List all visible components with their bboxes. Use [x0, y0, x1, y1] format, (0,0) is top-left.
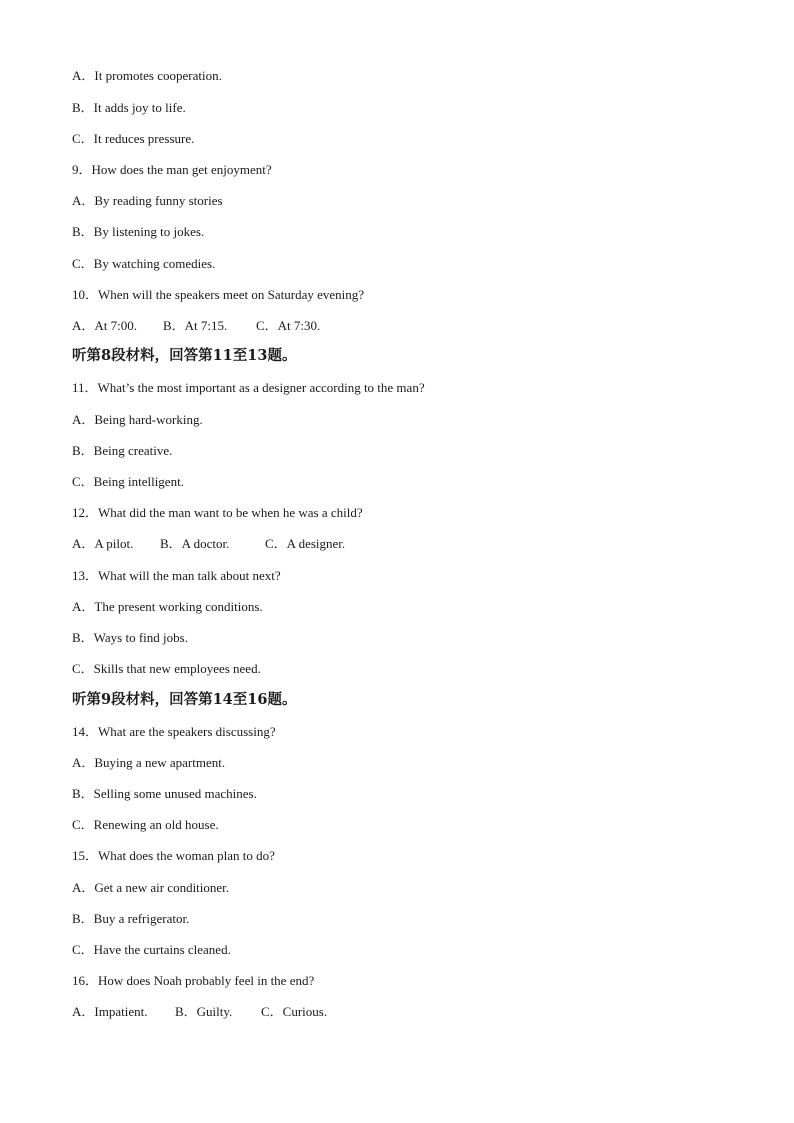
q12-option-b: B．A doctor. — [160, 536, 230, 551]
q10-option-c: C．At 7:30. — [256, 318, 321, 333]
question-14: 14．What are the speakers discussing? — [72, 724, 276, 739]
q13-option-a: A．The present working conditions. — [72, 599, 263, 614]
q16-options — [72, 1004, 328, 1084]
q14-option-a: A．Buying a new apartment. — [72, 755, 226, 770]
q15-option-b: B．Buy a refrigerator. — [72, 911, 190, 926]
question-15: 15．What does the woman plan to do? — [72, 848, 275, 863]
q10-option-b: B．At 7:15. — [163, 318, 228, 333]
q8-option-a: A．It promotes cooperation. — [72, 68, 222, 83]
q13-option-b: B．Ways to find jobs. — [72, 630, 188, 645]
q15-option-c: C．Have the curtains cleaned. — [72, 942, 231, 957]
q9-option-c: C．By watching comedies. — [72, 256, 216, 271]
question-16: 16．How does Noah probably feel in the end? — [72, 973, 315, 988]
q11-option-a: A．Being hard-working. — [72, 412, 203, 427]
q14-option-c: C．Renewing an old house. — [72, 817, 219, 832]
question-9: 9．How does the man get enjoyment? — [72, 162, 272, 177]
question-11: 11．What’s the most important as a designer according to the man? — [72, 380, 425, 395]
q9-option-b: B．By listening to jokes. — [72, 224, 205, 239]
q11-option-c: C．Being intelligent. — [72, 474, 184, 489]
q12-option-c: C．A designer. — [265, 536, 346, 551]
q13-option-c: C．Skills that new employees need. — [72, 661, 261, 676]
q10-option-a: A．At 7:00. — [72, 318, 138, 333]
q16-option-b: B．Guilty. — [175, 1004, 233, 1019]
q8-option-c: C．It reduces pressure. — [72, 131, 195, 146]
section-heading-9: 听第9段材料，回答第14至16题。 — [72, 691, 297, 708]
q14-option-b: B．Selling some unused machines. — [72, 786, 257, 801]
q8-option-b: B．It adds joy to life. — [72, 100, 186, 115]
q15-option-a: A．Get a new air conditioner. — [72, 880, 230, 895]
q12-option-a: A．A pilot. — [72, 536, 134, 551]
question-12: 12．What did the man want to be when he was a child? — [72, 505, 363, 520]
section-heading-8: 听第8段材料，回答第11至13题。 — [72, 347, 297, 364]
question-13: 13．What will the man talk about next? — [72, 568, 281, 583]
q16-option-c: C．Curious. — [261, 1004, 328, 1019]
q9-option-a: A．By reading funny stories — [72, 193, 223, 208]
q11-option-b: B．Being creative. — [72, 443, 173, 458]
question-10: 10．When will the speakers meet on Saturday evening? — [72, 287, 365, 302]
q16-option-a: A．Impatient. — [72, 1004, 148, 1019]
